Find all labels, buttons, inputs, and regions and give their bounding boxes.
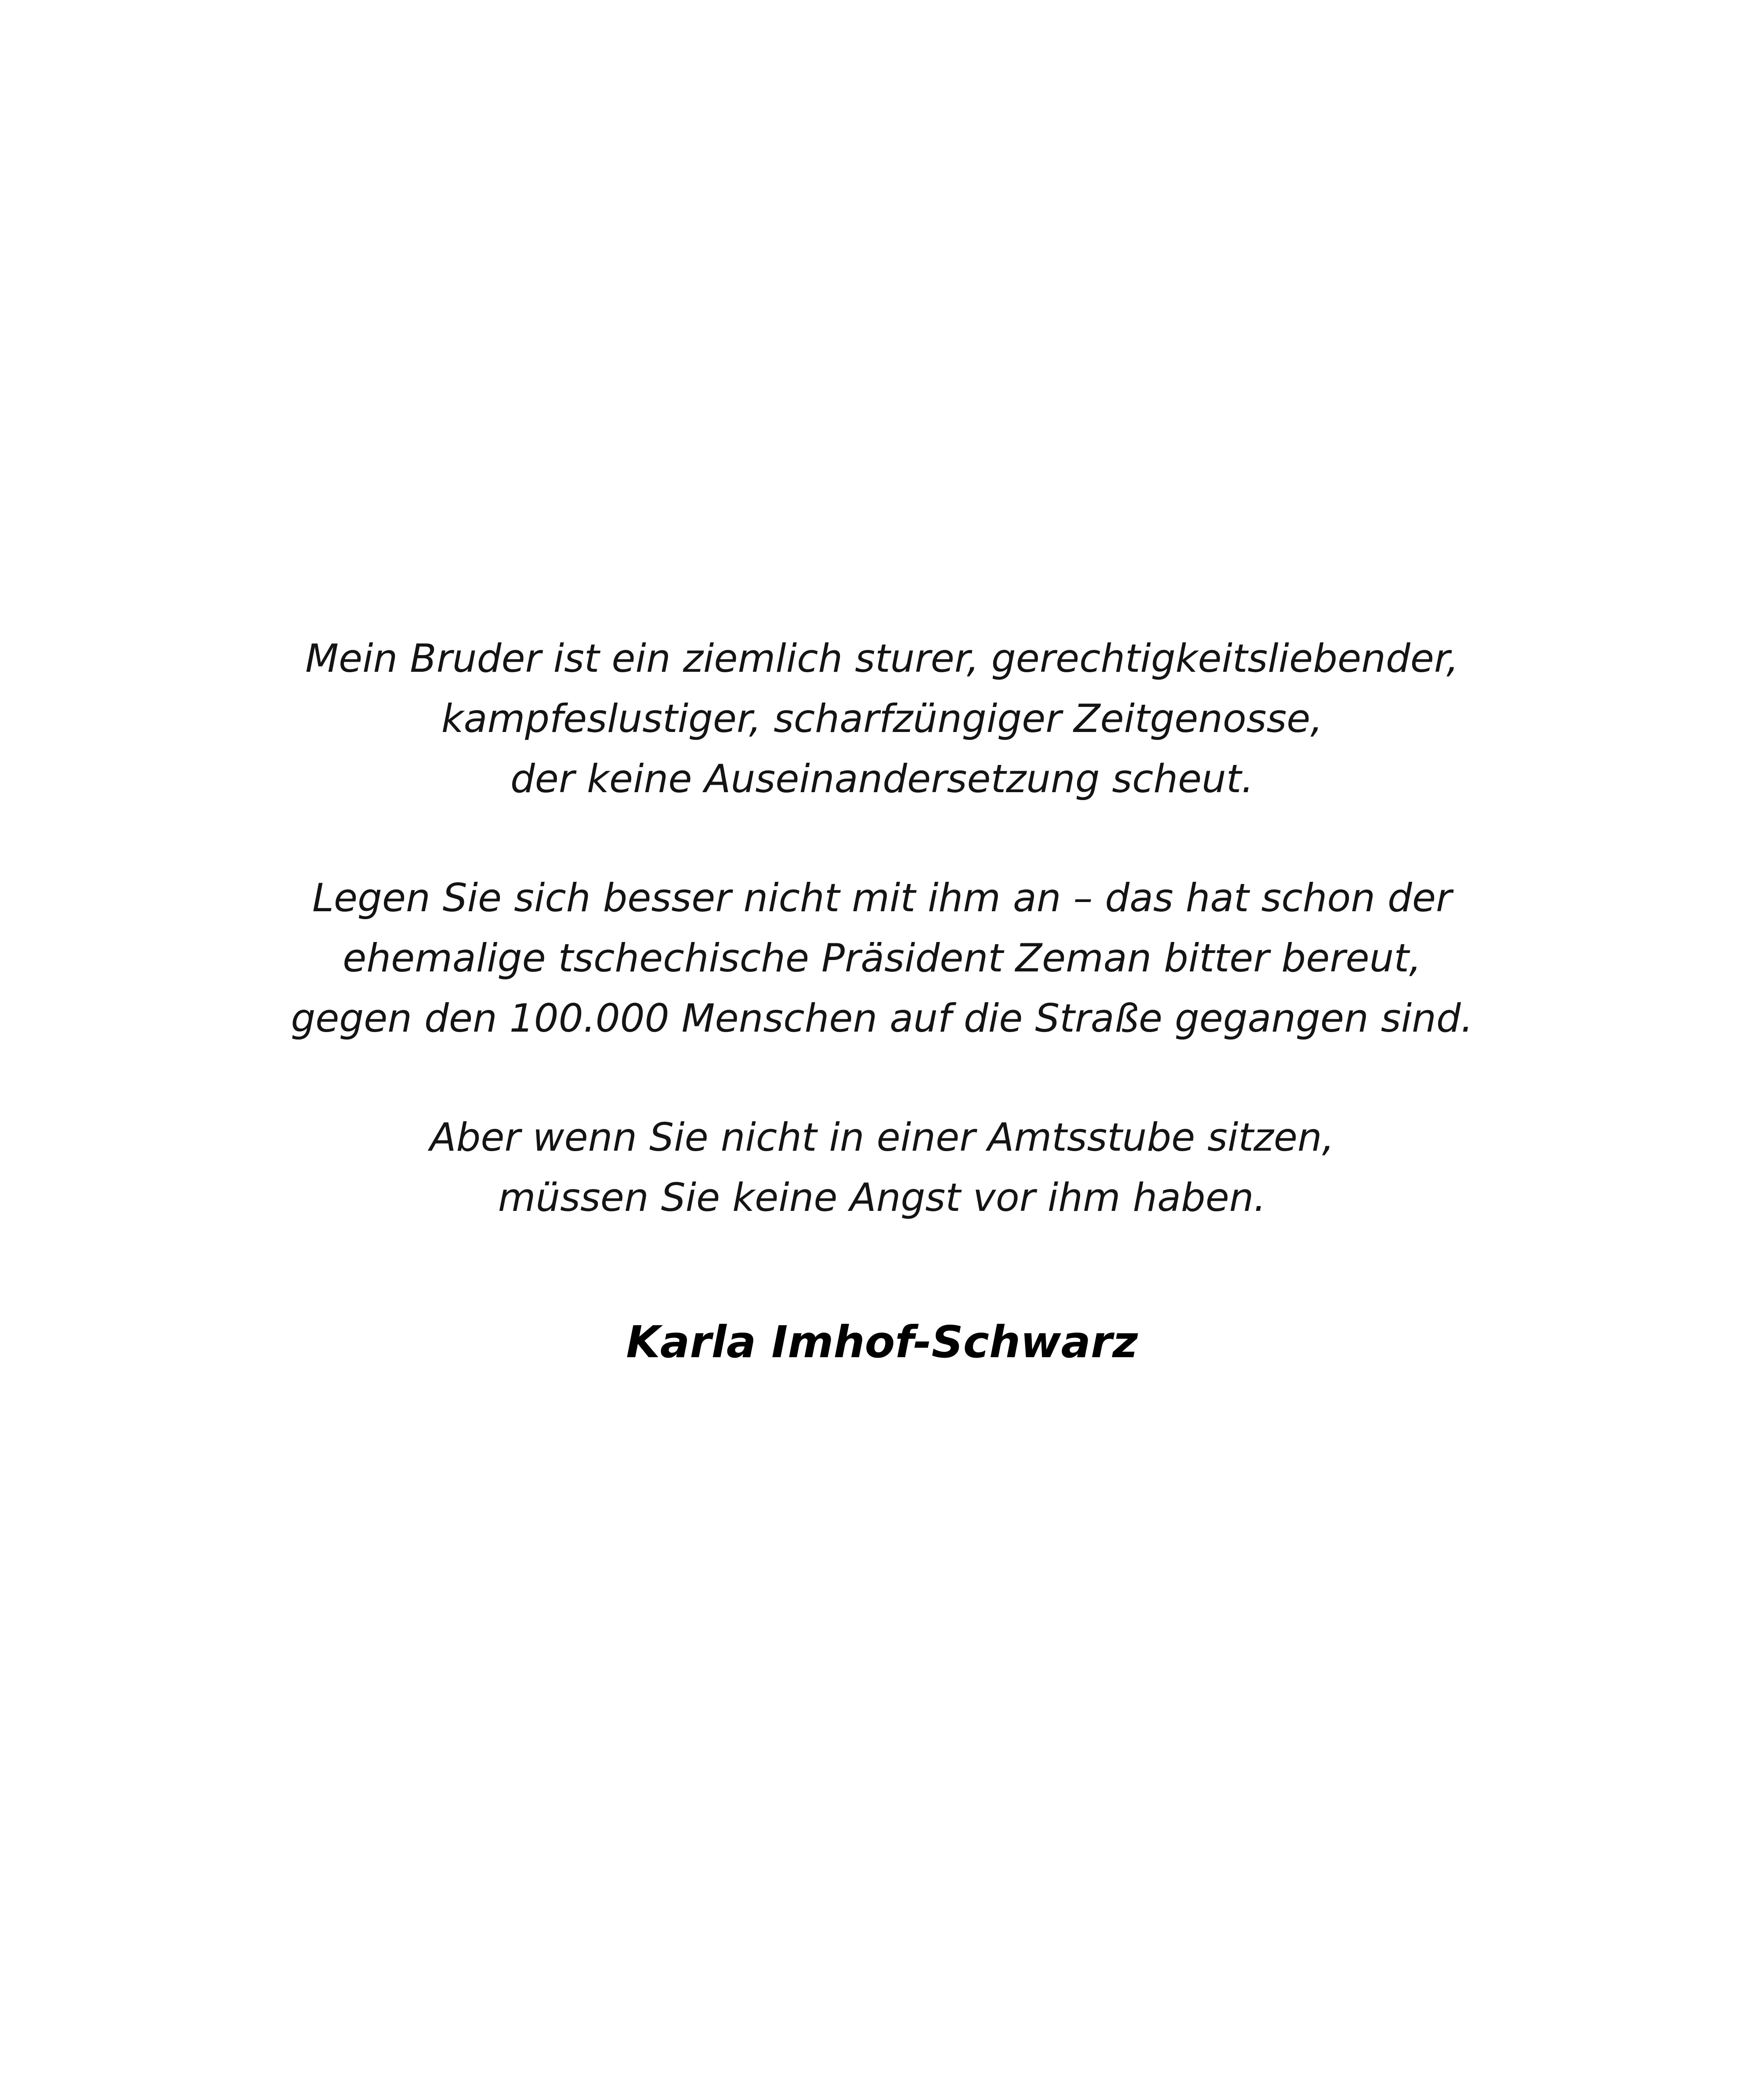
quote-line: müssen Sie keine Angst vor ihm haben. <box>498 1175 1266 1220</box>
quote-line: ehemalige tschechische Präsident Zeman bitter bereut, <box>343 935 1421 981</box>
quote-paragraph-2 <box>0 868 1764 1048</box>
quote-line: Mein Bruder ist ein ziemlich sturer, gerechtigkeitsliebender, <box>305 636 1459 681</box>
quote-line: Aber wenn Sie nicht in einer Amtsstube sitzen, <box>430 1115 1334 1160</box>
quote-paragraph-3 <box>0 1107 1764 1228</box>
quote-paragraph-1 <box>0 628 1764 809</box>
quote-line: der keine Auseinandersetzung scheut. <box>510 756 1254 801</box>
quote-line: Legen Sie sich besser nicht mit ihm an – das hat schon der <box>312 875 1452 920</box>
author-signature: Karla Imhof-Schwarz <box>626 1316 1138 1368</box>
quote-line: kampfeslustiger, scharfzüngiger Zeitgenosse, <box>441 696 1323 741</box>
quote-line: gegen den 100.000 Menschen auf die Straße gegangen sind. <box>291 996 1473 1041</box>
